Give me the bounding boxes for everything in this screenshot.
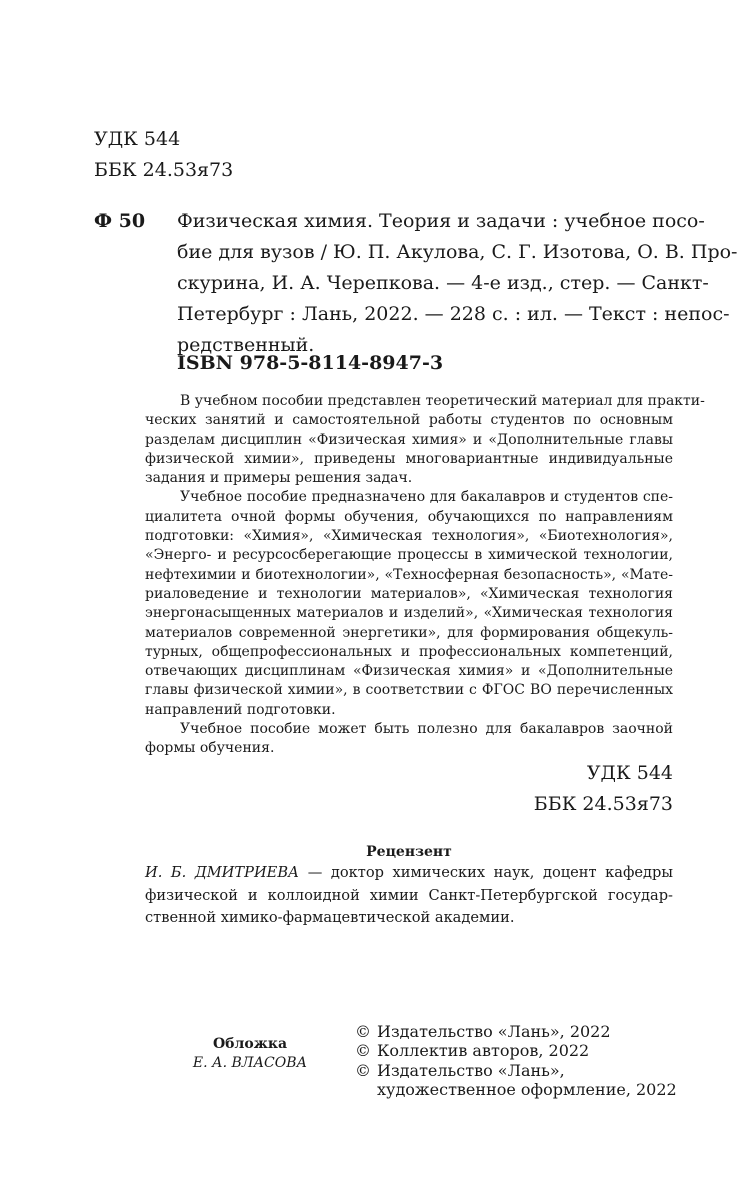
copyright-line <box>355 1041 677 1060</box>
udk-code-top: УДК 544 <box>94 128 181 150</box>
annotation-line: Учебное пособие может быть полезно для бакалавров заочной <box>180 721 673 738</box>
bibliographic-line: скурина, И. А. Черепкова. — 4-е изд., стер. — Санкт- <box>177 272 709 294</box>
bibliographic-line: бие для вузов / Ю. П. Акулова, С. Г. Изотова, О. В. Про- <box>177 241 738 263</box>
annotation-line: подготовки: «Химия», «Химическая технология», «Биотехнология», <box>145 528 673 545</box>
copyright-line <box>355 1061 677 1080</box>
annotation-line: главы физической химии», в соответствии с ФГОС ВО перечисленных <box>145 682 673 699</box>
annotation-line: направлений подготовки. <box>145 701 336 718</box>
annotation-line: циалитета очной формы обучения, обучающихся по направлениям <box>145 508 673 525</box>
copyright-line-text: Издательство «Лань», 2022 <box>377 1022 611 1041</box>
copyright-line <box>355 1022 677 1041</box>
copyright-line-text: Издательство «Лань», <box>377 1060 565 1080</box>
annotation-line: отвечающих дисциплинам «Физическая химия» и «Дополнительные <box>145 663 673 680</box>
reviewer-line-text: — доктор химических наук, доцент кафедры <box>299 864 673 881</box>
copyright-icon: © <box>355 1022 371 1041</box>
annotation <box>145 392 705 759</box>
bbk-code-top: ББК 24.53я73 <box>94 159 234 181</box>
annotation-line: физической химии», приведены многовариантные индивидуальные <box>145 450 673 467</box>
bibliographic-line: редственный. <box>177 334 315 356</box>
bbk-code-bottom: ББК 24.53я73 <box>533 793 673 815</box>
copyright-icon: © <box>355 1041 371 1061</box>
bibliographic-line: Физическая химия. Теория и задачи : учебное посо- <box>177 210 705 232</box>
copyright-block <box>355 1022 677 1099</box>
reviewer-block <box>145 862 673 930</box>
reviewer-line: физической и коллоидной химии Санкт-Петербургской государ- <box>145 886 673 904</box>
isbn: ISBN 978-5-8114-8947-3 <box>177 352 444 374</box>
annotation-line: В учебном пособии представлен теоретический материал для практи- <box>180 393 705 409</box>
copyright-icon: © <box>355 1060 371 1080</box>
annotation-line: разделам дисциплин «Физическая химия» и «Дополнительные главы <box>145 431 673 448</box>
annotation-line: риаловедение и технологии материалов», «Химическая технология <box>145 585 673 602</box>
annotation-line: ческих занятий и самостоятельной работы студентов по основным <box>145 412 673 429</box>
udk-code-bottom: УДК 544 <box>586 762 673 784</box>
bibliographic-line: Петербург : Лань, 2022. — 228 с. : ил. — Текст : непос- <box>177 303 730 325</box>
cover-heading: Обложка <box>212 1036 288 1052</box>
copyright-line-text: Коллектив авторов, 2022 <box>377 1041 590 1061</box>
bibliographic-description <box>177 206 738 361</box>
annotation-line: материалов современной энергетики», для формирования общекуль- <box>145 624 673 641</box>
annotation-line: задания и примеры решения задач. <box>145 470 413 487</box>
annotation-line: турных, общепрофессиональных и профессиональных компетенций, <box>145 643 673 660</box>
annotation-line: формы обучения. <box>145 740 275 757</box>
reviewer-name: И. Б. ДМИТРИЕВА <box>145 864 300 881</box>
author-mark: Ф 50 <box>94 210 146 232</box>
reviewer-line: ственной химико-фармацевтической академии. <box>145 909 515 926</box>
cover-artist: Е. А. ВЛАСОВА <box>192 1055 308 1071</box>
annotation-line: энергонасыщенных материалов и изделий», «Химическая технология <box>145 605 673 622</box>
reviewer-line <box>145 862 673 885</box>
annotation-line: нефтехимии и биотехнологии», «Техносферная безопасность», «Мате- <box>145 566 673 583</box>
annotation-line: «Энерго- и ресурсосберегающие процессы в химической технологии, <box>145 547 673 564</box>
annotation-line: Учебное пособие предназначено для бакалавров и студентов спе- <box>180 489 673 506</box>
reviewer-heading: Рецензент <box>366 844 452 860</box>
copyright-line: художественное оформление, 2022 <box>377 1079 677 1099</box>
